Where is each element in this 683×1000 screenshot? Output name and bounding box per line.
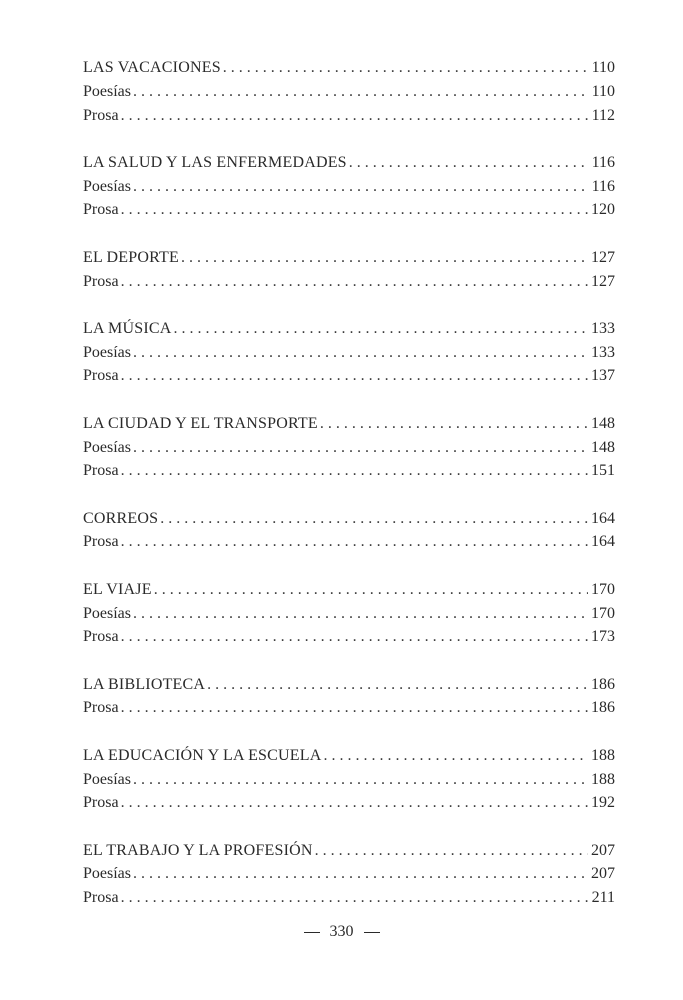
subentry-label: Poesías — [83, 770, 131, 788]
dot-leader — [133, 602, 588, 626]
dot-leader — [223, 56, 589, 80]
section-page-number: 110 — [591, 59, 615, 76]
dot-leader — [133, 175, 589, 199]
dot-leader — [133, 768, 588, 792]
toc-section — [83, 673, 615, 721]
dot-leader — [121, 198, 588, 222]
subentry-label: Prosa — [83, 462, 119, 480]
section-page-number: 127 — [591, 248, 615, 266]
toc-subentry — [83, 436, 615, 460]
dot-leader — [133, 80, 589, 104]
toc-subentry — [83, 341, 615, 365]
dot-leader — [173, 317, 588, 341]
dot-leader — [121, 459, 588, 483]
subentry-page-number: 188 — [591, 770, 615, 788]
dot-leader — [121, 886, 589, 910]
subentry-label: Poesías — [83, 604, 131, 622]
dot-leader — [133, 436, 588, 460]
subentry-label: Prosa — [83, 699, 119, 717]
section-title: LA SALUD Y LAS ENFERMEDADES — [83, 153, 347, 171]
toc-subentry — [83, 791, 615, 815]
em-dash-left — [304, 932, 320, 933]
section-title: LA CIUDAD Y EL TRANSPORTE — [83, 414, 318, 432]
section-title: EL TRABAJO Y LA PROFESIÓN — [83, 841, 313, 859]
dot-leader — [121, 104, 589, 128]
toc-subentry — [83, 886, 615, 910]
subentry-page-number: 170 — [591, 604, 615, 622]
table-of-contents — [83, 56, 615, 934]
subentry-page-number: 148 — [591, 438, 615, 456]
subentry-page-number: 211 — [591, 889, 615, 907]
dot-leader — [121, 696, 588, 720]
dot-leader — [121, 270, 588, 294]
toc-subentry — [83, 198, 615, 222]
section-title: EL DEPORTE — [83, 248, 179, 266]
subentry-label: Prosa — [83, 106, 119, 124]
subentry-page-number: 173 — [591, 628, 615, 646]
subentry-label: Poesías — [83, 82, 131, 100]
dot-leader — [181, 246, 588, 270]
subentry-label: Prosa — [83, 367, 119, 385]
dot-leader — [121, 791, 588, 815]
toc-subentry — [83, 104, 615, 128]
toc-section-heading — [83, 578, 615, 602]
dot-leader — [121, 625, 588, 649]
subentry-page-number: 133 — [591, 343, 615, 361]
subentry-page-number: 112 — [591, 106, 615, 124]
toc-subentry — [83, 80, 615, 104]
subentry-page-number: 192 — [591, 794, 615, 812]
subentry-label: Poesías — [83, 343, 131, 361]
subentry-label: Prosa — [83, 533, 119, 551]
dot-leader — [320, 412, 588, 436]
dot-leader — [160, 507, 588, 531]
section-page-number: 133 — [591, 319, 615, 337]
toc-section — [83, 412, 615, 483]
dot-leader — [154, 578, 588, 602]
section-title: CORREOS — [83, 509, 159, 527]
subentry-page-number: 137 — [591, 367, 615, 385]
toc-section — [83, 317, 615, 388]
dot-leader — [315, 839, 588, 863]
subentry-label: Prosa — [83, 889, 119, 907]
section-page-number: 170 — [591, 580, 615, 598]
toc-section-heading — [83, 246, 615, 270]
page-footer — [0, 923, 683, 941]
toc-section-heading — [83, 673, 615, 697]
subentry-label: Prosa — [83, 201, 119, 219]
section-title: LA MÚSICA — [83, 319, 172, 337]
toc-subentry — [83, 175, 615, 199]
subentry-label: Prosa — [83, 628, 119, 646]
toc-subentry — [83, 602, 615, 626]
toc-subentry — [83, 768, 615, 792]
subentry-page-number: 186 — [591, 699, 615, 717]
toc-section-heading — [83, 744, 615, 768]
subentry-label: Prosa — [83, 794, 119, 812]
dot-leader — [121, 364, 588, 388]
section-page-number: 186 — [591, 675, 615, 693]
toc-section — [83, 56, 615, 127]
section-page-number: 207 — [591, 841, 615, 859]
subentry-label: Prosa — [83, 272, 119, 290]
toc-section — [83, 151, 615, 222]
toc-section — [83, 246, 615, 294]
subentry-page-number: 164 — [591, 533, 615, 551]
section-title: LA EDUCACIÓN Y LA ESCUELA — [83, 746, 322, 764]
toc-section-heading — [83, 317, 615, 341]
toc-section-heading — [83, 412, 615, 436]
toc-subentry — [83, 270, 615, 294]
toc-subentry — [83, 696, 615, 720]
subentry-label: Poesías — [83, 438, 131, 456]
em-dash-right — [364, 932, 380, 933]
subentry-page-number: 120 — [591, 201, 615, 219]
toc-section — [83, 578, 615, 649]
toc-subentry — [83, 459, 615, 483]
subentry-page-number: 207 — [591, 865, 615, 883]
section-page-number: 164 — [591, 509, 615, 527]
toc-subentry — [83, 364, 615, 388]
section-title: LAS VACACIONES — [83, 59, 221, 76]
subentry-page-number: 151 — [591, 462, 615, 480]
toc-section-heading — [83, 839, 615, 863]
dot-leader — [133, 341, 588, 365]
toc-subentry — [83, 625, 615, 649]
toc-section-heading — [83, 507, 615, 531]
toc-section-heading — [83, 151, 615, 175]
page-number: 330 — [329, 923, 354, 940]
toc-section — [83, 839, 615, 910]
subentry-page-number: 110 — [591, 82, 615, 100]
section-title: EL VIAJE — [83, 580, 152, 598]
section-page-number: 188 — [591, 746, 615, 764]
dot-leader — [207, 673, 588, 697]
toc-section-heading — [83, 56, 615, 80]
subentry-page-number: 116 — [591, 177, 615, 195]
section-title: LA BIBLIOTECA — [83, 675, 206, 693]
toc-subentry — [83, 862, 615, 886]
dot-leader — [133, 862, 588, 886]
subentry-label: Poesías — [83, 865, 131, 883]
section-page-number: 116 — [591, 153, 615, 171]
toc-section — [83, 744, 615, 815]
subentry-page-number: 127 — [591, 272, 615, 290]
dot-leader — [349, 151, 589, 175]
dot-leader — [121, 530, 588, 554]
dot-leader — [323, 744, 588, 768]
toc-subentry — [83, 530, 615, 554]
section-page-number: 148 — [591, 414, 615, 432]
subentry-label: Poesías — [83, 177, 131, 195]
toc-section — [83, 507, 615, 555]
